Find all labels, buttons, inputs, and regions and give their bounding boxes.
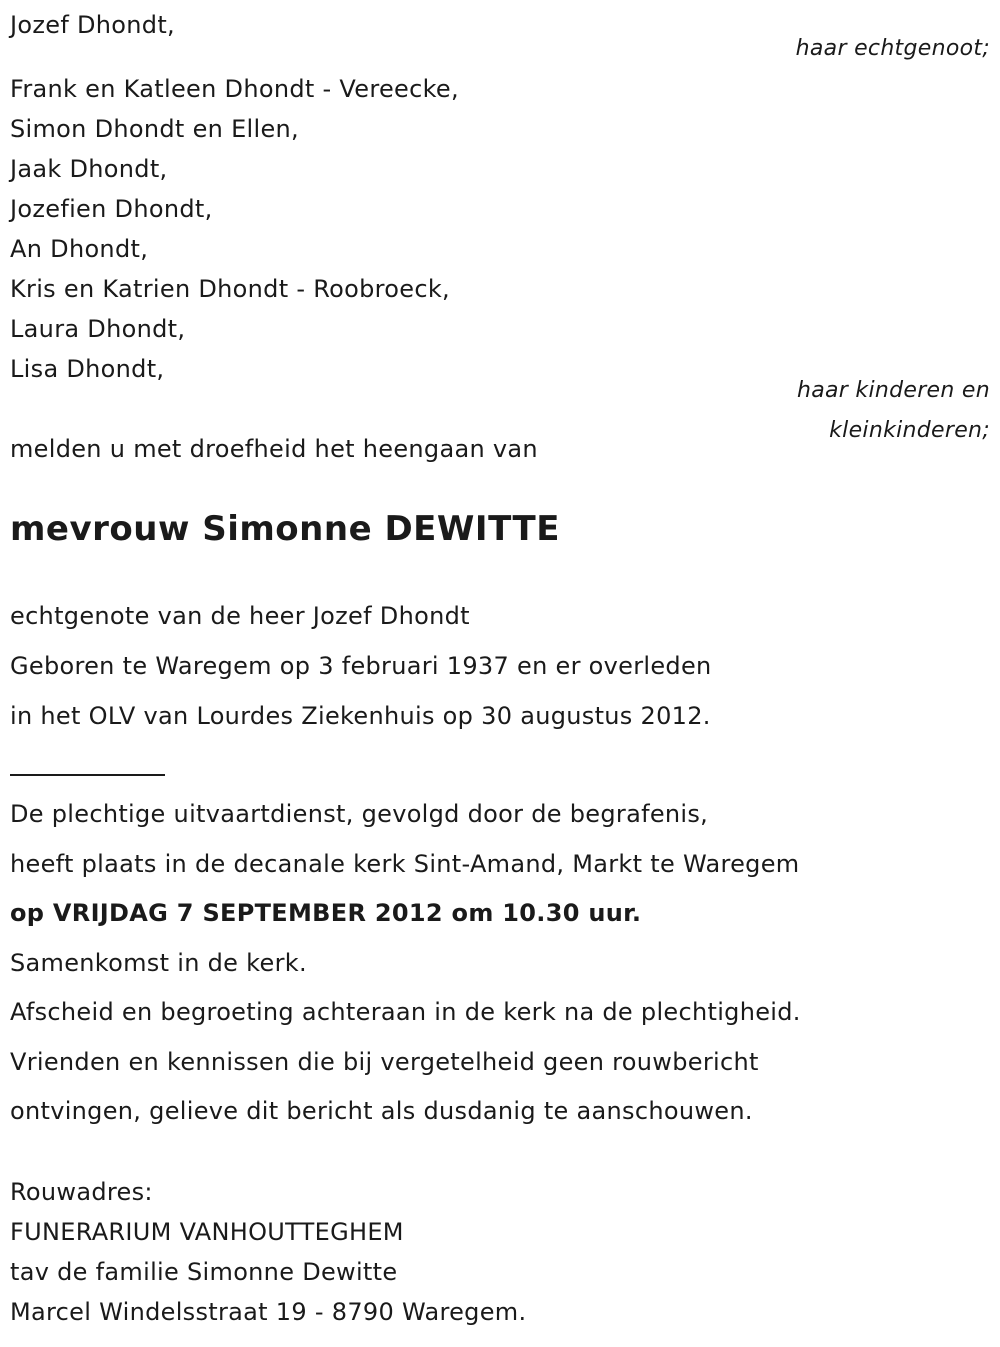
note-line: Vrienden en kennissen die bij vergetelheid geen rouwbericht [10,1048,759,1076]
child-line: An Dhondt, [10,235,149,263]
children-role-line: kleinkinderen; [829,418,990,443]
child-line: Jozefien Dhondt, [10,195,213,223]
child-line: Frank en Katleen Dhondt - Vereecke, [10,75,459,103]
note-line: ontvingen, gelieve dit bericht als dusdanig te aanschouwen. [10,1097,753,1125]
children-role-line: haar kinderen en [796,378,990,403]
child-line: Jaak Dhondt, [10,155,168,183]
note-line: Samenkomst in de kerk. [10,949,307,977]
detail-line: Geboren te Waregem op 3 februari 1937 en er overleden [10,652,712,680]
announcement: melden u met droefheid het heengaan van [10,435,538,463]
spouse-name: Jozef Dhondt, [10,11,175,39]
child-line: Lisa Dhondt, [10,355,165,383]
service-line: De plechtige uitvaartdienst, gevolgd door de begrafenis, [10,800,709,828]
spouse-role: haar echtgenoot; [795,36,990,61]
address-line: Marcel Windelsstraat 19 - 8790 Waregem. [10,1298,527,1326]
service-line: heeft plaats in de decanale kerk Sint-Amand, Markt te Waregem [10,850,800,878]
deceased-name: mevrouw Simonne DEWITTE [10,509,560,549]
child-line: Laura Dhondt, [10,315,186,343]
address-line: FUNERARIUM VANHOUTTEGHEM [10,1218,404,1246]
address-line: tav de familie Simonne Dewitte [10,1258,398,1286]
address-label: Rouwadres: [10,1178,153,1206]
detail-line: in het OLV van Lourdes Ziekenhuis op 30 augustus 2012. [10,702,711,730]
note-line: Afscheid en begroeting achteraan in de kerk na de plechtigheid. [10,998,801,1026]
child-line: Simon Dhondt en Ellen, [10,115,299,143]
service-date: op VRIJDAG 7 SEPTEMBER 2012 om 10.30 uur. [10,899,642,927]
divider [10,774,165,776]
detail-line: echtgenote van de heer Jozef Dhondt [10,602,470,630]
child-line: Kris en Katrien Dhondt - Roobroeck, [10,275,450,303]
